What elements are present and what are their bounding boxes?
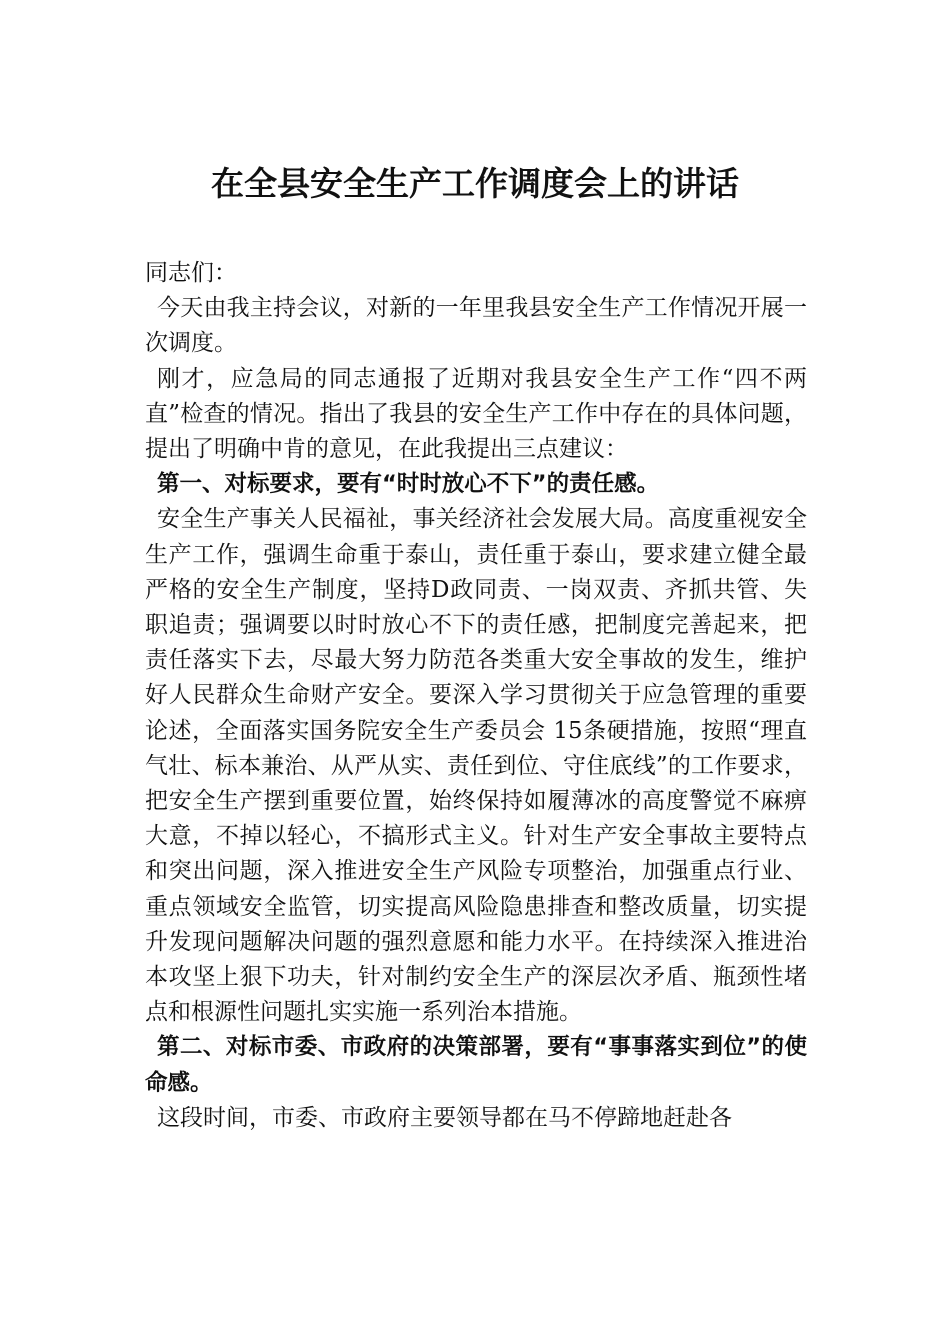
section-heading: 第二、对标市委、市政府的决策部署，要有“事事落实到位”的使命感。	[145, 1034, 807, 1096]
section-heading: 第一、对标要求，要有“时时放心不下”的责任感。	[157, 471, 660, 498]
document-body	[145, 256, 807, 1136]
paragraph: 今天由我主持会议，对新的一年里我县安全生产工作情况开展一次调度。	[145, 295, 807, 357]
paragraph: 这段时间，市委、市政府主要领导都在马不停蹄地赶赴各	[157, 1104, 732, 1131]
paragraph: 刚才，应急局的同志通报了近期对我县安全生产工作“四不两直”检查的情况。指出了我县的安全生产工作中存在的具体问题，提出了明确中肯的意见，在此我提出三点建议：	[145, 365, 807, 463]
salutation: 同志们：	[145, 260, 237, 286]
document-title: 在全县安全生产工作调度会上的讲话	[211, 164, 739, 203]
paragraph: 安全生产事关人民福祉，事关经济社会发展大局。高度重视安全生产工作，强调生命重于泰山，责任重于泰山，要求建立健全最严格的安全生产制度，坚持D政同责、一岗双责、齐抓共管、失职追责；强调要以时时放心不下的责任感，把制度完善起来，把责任落实下去，尽最大努力防范各类重大安全事故的发生，维护好人民群众生命财产安全。要深入学习贯彻关于应急管理的重要论述，全面落实国务院安全生产委员会 15条硬措施，按照“理直气壮、标本兼治、从严从实、责任到位、守住底线”的工作要求，把安全生产摆到重要位置，始终保持如履薄冰的高度警觉不麻痹大意，不掉以轻心，不搞形式主义。针对生产安全事故主要特点和突出问题，深入推进安全生产风险专项整治，加强重点行业、重点领域安全监管，切实提高风险隐患排查和整改质量，切实提升发现问题解决问题的强烈意愿和能力水平。在持续深入推进治本攻坚上狠下功夫，针对制约安全生产的深层次矛盾、瓶颈性堵点和根源性问题扎实实施一系列治本措施。	[145, 506, 807, 1026]
